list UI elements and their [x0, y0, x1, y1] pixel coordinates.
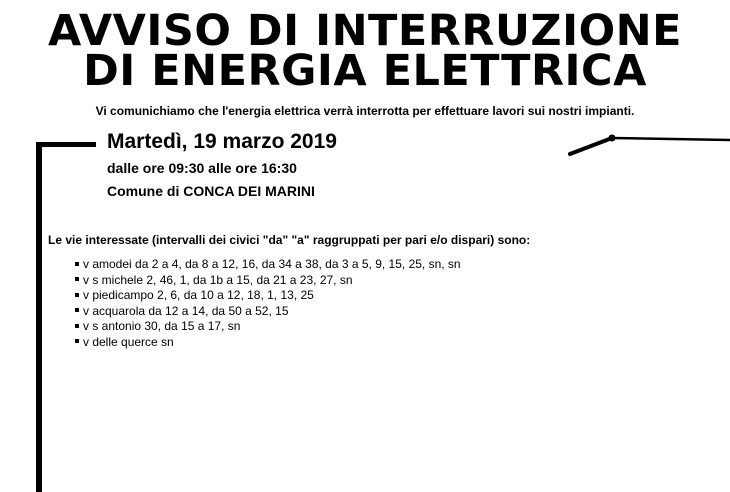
- street-text: v s antonio 30, da 15 a 17, sn: [83, 319, 241, 333]
- broken-wire-graphic: [560, 128, 730, 162]
- street-text: v piedicampo 2, 6, da 10 a 12, 18, 1, 13, 25: [83, 288, 314, 302]
- outage-town: Comune di CONCA DEI MARINI: [107, 183, 315, 199]
- frame-left-border: [36, 142, 42, 492]
- bullet-icon: [75, 277, 79, 281]
- bullet-icon: [75, 262, 79, 266]
- street-text: v s michele 2, 46, 1, da 1b a 15, da 21 a 23, 27, sn: [83, 272, 353, 287]
- list-item: [75, 273, 461, 289]
- list-item: [75, 319, 461, 335]
- list-item: [75, 304, 461, 320]
- list-item: [75, 335, 461, 351]
- streets-intro: Le vie interessate (intervalli dei civici "da" "a" raggruppati per pari e/o dispari) sono:: [48, 233, 531, 247]
- bullet-icon: [75, 308, 79, 312]
- intro-text: Vi comunichiamo che l'energia elettrica verrà interrotta per effettuare lavori sui nostri impianti.: [95, 104, 635, 118]
- outage-date: Martedì, 19 marzo 2019: [107, 130, 337, 153]
- list-item: [75, 257, 461, 273]
- notice-title-line-1: AVVISO DI INTERRUZIONE: [48, 6, 682, 56]
- frame-top-border: [36, 142, 96, 147]
- bullet-icon: [75, 324, 79, 328]
- notice-title-line-2: DI ENERGIA ELETTRICA: [83, 46, 647, 96]
- bullet-icon: [75, 339, 79, 343]
- outage-hours: dalle ore 09:30 alle ore 16:30: [107, 160, 297, 176]
- bullet-icon: [75, 293, 79, 297]
- street-text: v acquarola da 12 a 14, da 50 a 52, 15: [83, 303, 289, 318]
- streets-list: [75, 257, 461, 350]
- street-text: v amodei da 2 a 4, da 8 a 12, 16, da 34 a 38, da 3 a 5, 9, 15, 25, sn, sn: [83, 257, 461, 271]
- list-item: [75, 288, 461, 304]
- street-text: v delle querce sn: [83, 334, 174, 349]
